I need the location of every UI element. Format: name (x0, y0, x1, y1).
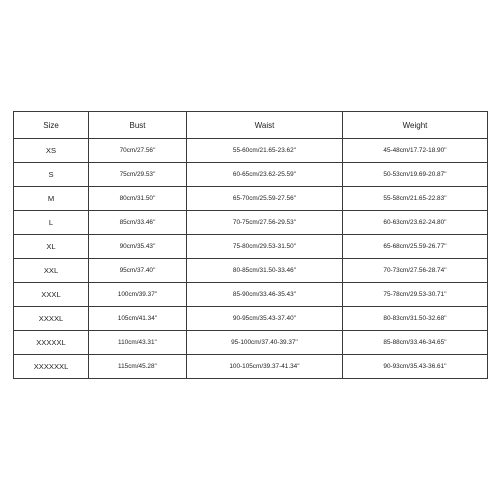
header-size: Size (14, 112, 89, 139)
header-weight: Weight (343, 112, 488, 139)
table-row (14, 139, 488, 163)
waist-cell: 100-105cm/39.37-41.34'' (187, 355, 343, 379)
table-row (14, 307, 488, 331)
bust-cell: 115cm/45.28'' (89, 355, 187, 379)
header-row (14, 112, 488, 139)
bust-cell: 85cm/33.46'' (89, 211, 187, 235)
weight-cell: 90-93cm/35.43-36.61'' (343, 355, 488, 379)
weight-cell: 85-88cm/33.46-34.65'' (343, 331, 488, 355)
waist-cell: 70-75cm/27.56-29.53'' (187, 211, 343, 235)
table-row (14, 355, 488, 379)
bust-cell: 75cm/29.53'' (89, 163, 187, 187)
waist-cell: 95-100cm/37.40-39.37'' (187, 331, 343, 355)
size-cell: XXXL (14, 283, 89, 307)
waist-cell: 55-60cm/21.65-23.62'' (187, 139, 343, 163)
size-cell: M (14, 187, 89, 211)
size-cell: S (14, 163, 89, 187)
weight-cell: 70-73cm/27.56-28.74'' (343, 259, 488, 283)
bust-cell: 90cm/35.43'' (89, 235, 187, 259)
bust-cell: 105cm/41.34'' (89, 307, 187, 331)
header-waist: Waist (187, 112, 343, 139)
waist-cell: 60-65cm/23.62-25.59'' (187, 163, 343, 187)
table-row (14, 163, 488, 187)
waist-cell: 85-90cm/33.46-35.43'' (187, 283, 343, 307)
size-cell: L (14, 211, 89, 235)
waist-cell: 90-95cm/35.43-37.40'' (187, 307, 343, 331)
size-chart-table (13, 111, 488, 379)
size-cell: XL (14, 235, 89, 259)
weight-cell: 45-48cm/17.72-18.90'' (343, 139, 488, 163)
table-row (14, 235, 488, 259)
bust-cell: 70cm/27.56'' (89, 139, 187, 163)
size-cell: XS (14, 139, 89, 163)
weight-cell: 80-83cm/31.50-32.68'' (343, 307, 488, 331)
table-row (14, 259, 488, 283)
weight-cell: 65-68cm/25.59-26.77'' (343, 235, 488, 259)
header-bust: Bust (89, 112, 187, 139)
weight-cell: 55-58cm/21.65-22.83'' (343, 187, 488, 211)
bust-cell: 95cm/37.40'' (89, 259, 187, 283)
waist-cell: 75-80cm/29.53-31.50'' (187, 235, 343, 259)
size-cell: XXXXL (14, 307, 89, 331)
waist-cell: 65-70cm/25.59-27.56'' (187, 187, 343, 211)
table-row (14, 331, 488, 355)
bust-cell: 100cm/39.37'' (89, 283, 187, 307)
weight-cell: 50-53cm/19.69-20.87'' (343, 163, 488, 187)
weight-cell: 75-78cm/29.53-30.71'' (343, 283, 488, 307)
bust-cell: 80cm/31.50'' (89, 187, 187, 211)
size-cell: XXXXXL (14, 331, 89, 355)
size-cell: XXXXXXL (14, 355, 89, 379)
table-row (14, 211, 488, 235)
size-cell: XXL (14, 259, 89, 283)
bust-cell: 110cm/43.31'' (89, 331, 187, 355)
table-row (14, 283, 488, 307)
waist-cell: 80-85cm/31.50-33.46'' (187, 259, 343, 283)
weight-cell: 60-63cm/23.62-24.80'' (343, 211, 488, 235)
table-row (14, 187, 488, 211)
